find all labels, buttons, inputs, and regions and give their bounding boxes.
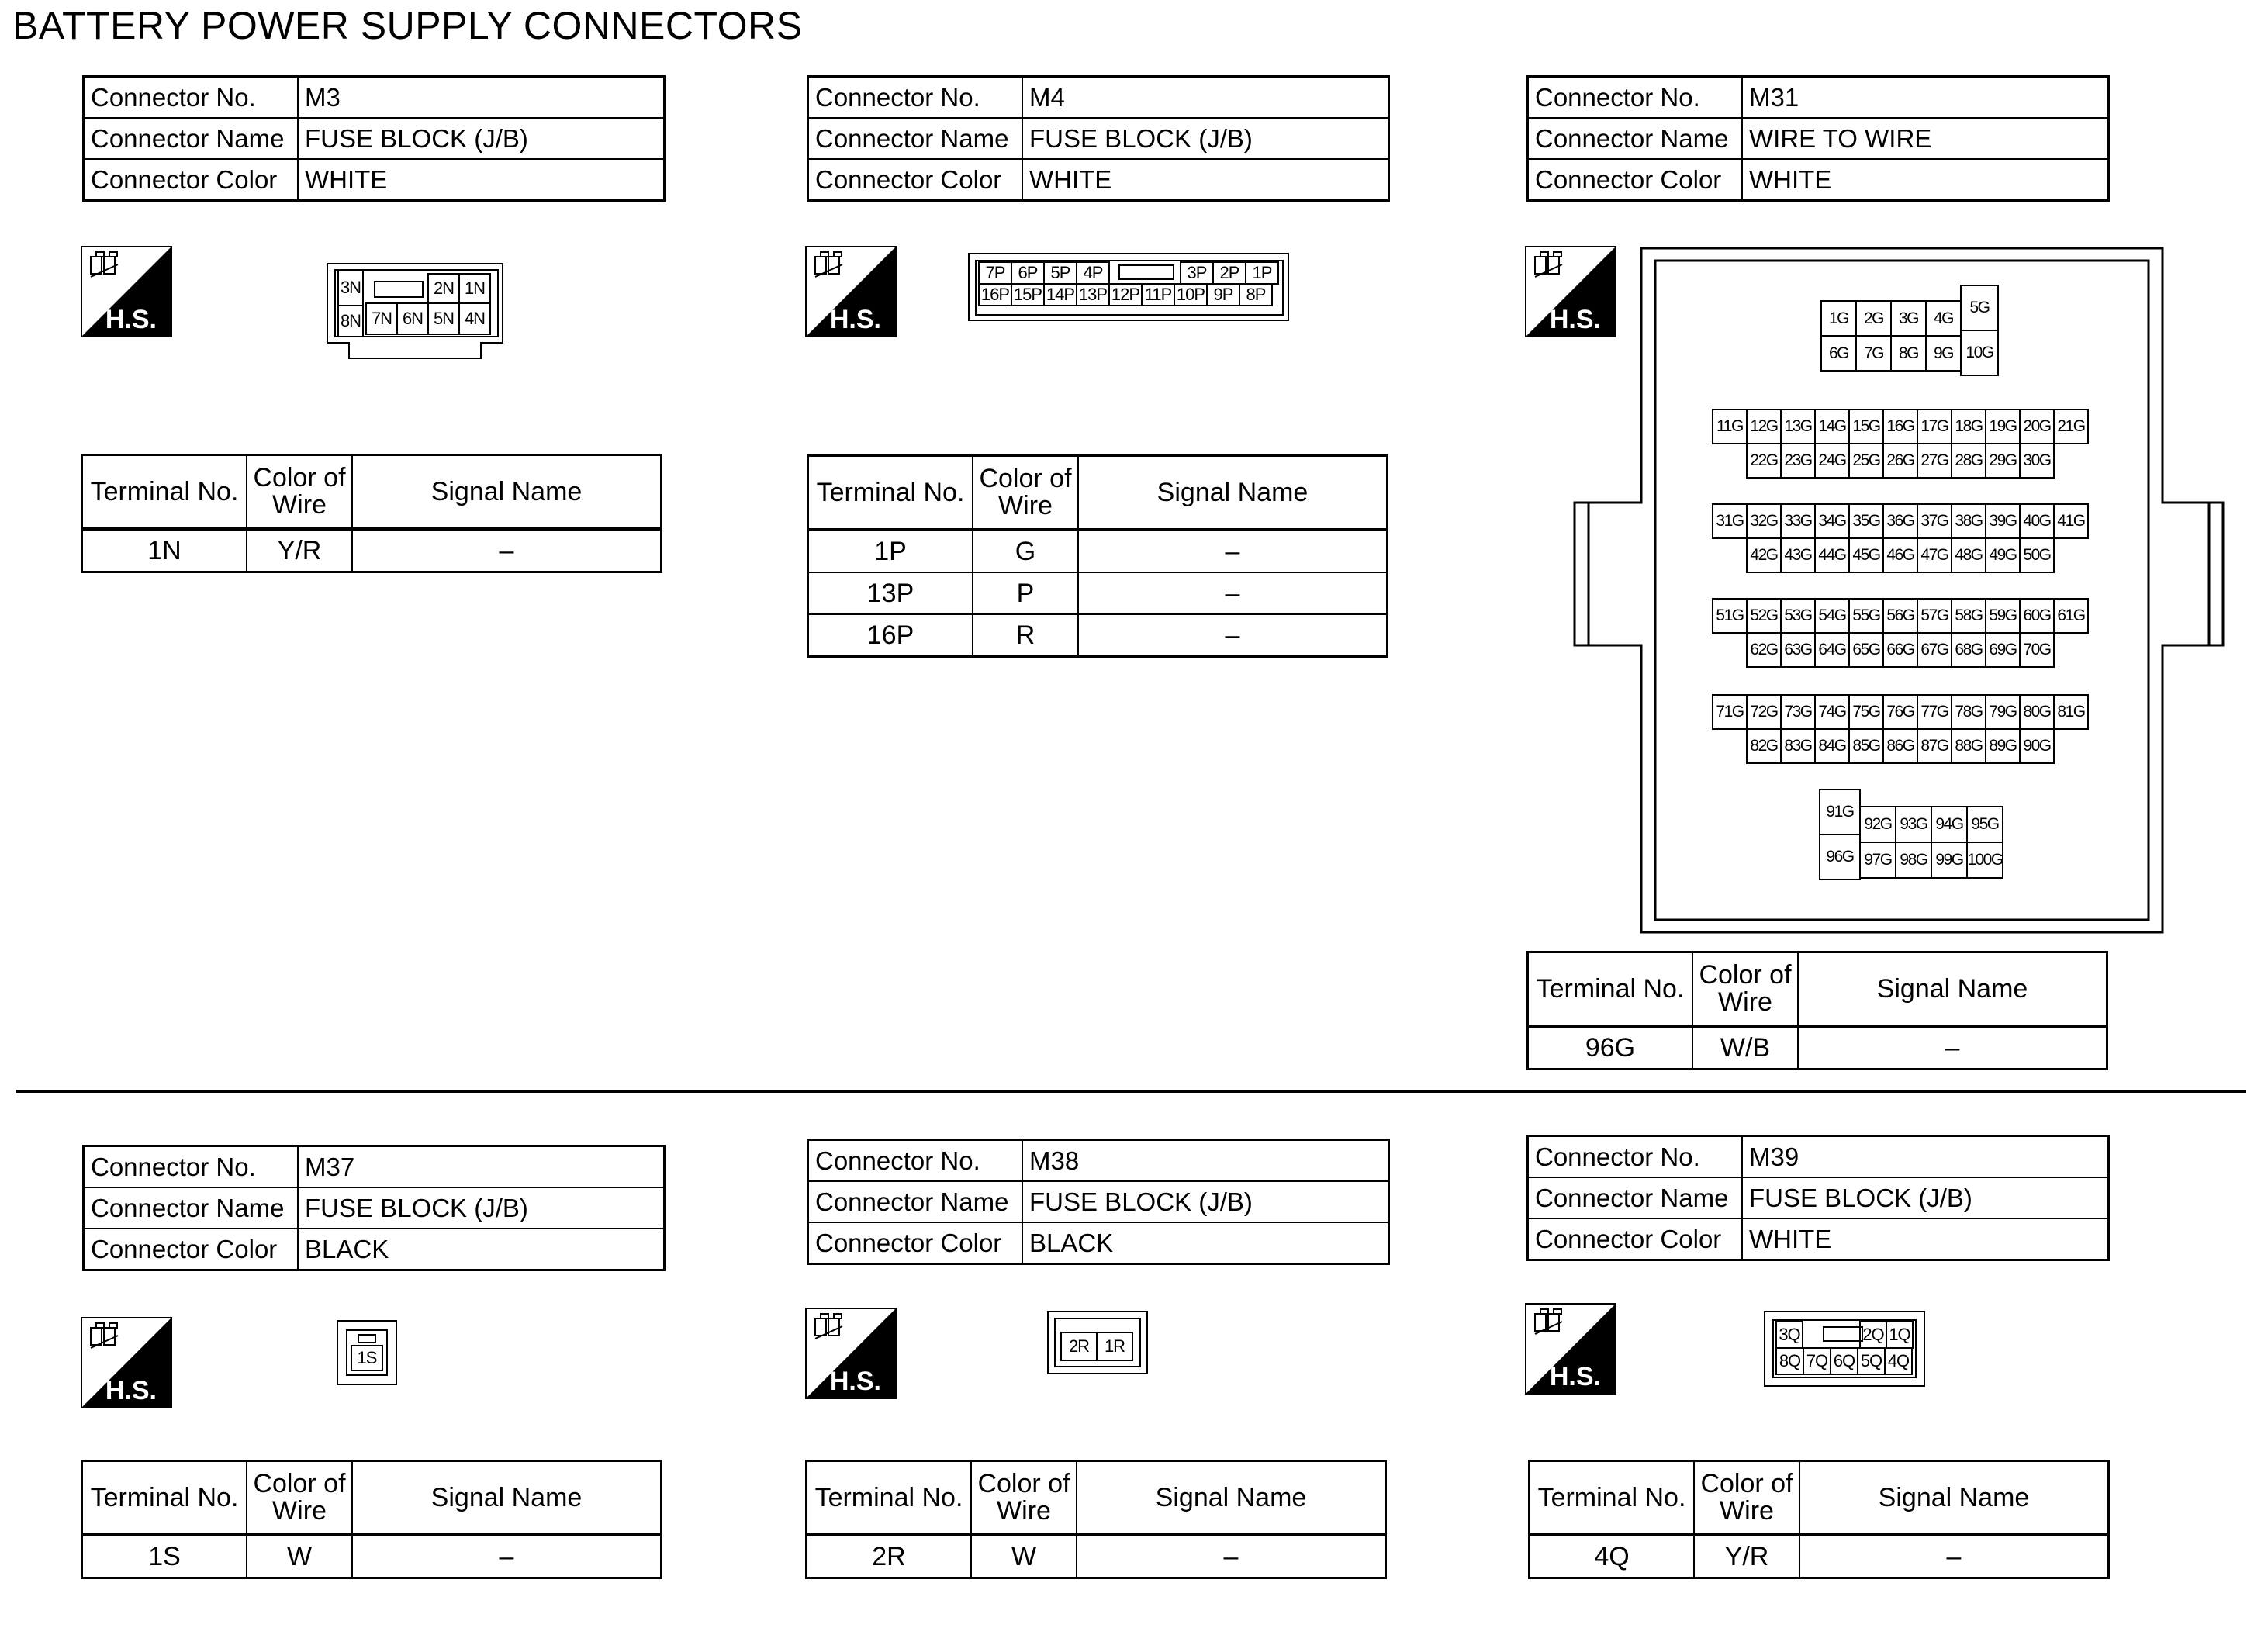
pin-label: 72G xyxy=(1750,703,1778,721)
pin-label: 31G xyxy=(1716,512,1744,530)
wire-color-header-line2: Wire xyxy=(272,1496,327,1526)
pin-label: 67G xyxy=(1920,641,1948,658)
connector-name-value: FUSE BLOCK (J/B) xyxy=(1022,118,1389,159)
table-row xyxy=(808,530,1388,572)
terminal-no-header: Terminal No. xyxy=(82,455,247,530)
pin-label: 1R xyxy=(1104,1336,1125,1356)
terminal-table-m39 xyxy=(1528,1460,2110,1579)
pin-label: 5G xyxy=(1969,299,1990,316)
pin-label: 54G xyxy=(1818,607,1846,624)
signal-name-header: Signal Name xyxy=(1078,456,1388,531)
wire-color-header xyxy=(971,1461,1077,1536)
wire-color: G xyxy=(973,530,1078,572)
wire-color-header xyxy=(247,1461,352,1536)
table-row xyxy=(82,529,662,572)
terminal-table-m4 xyxy=(807,454,1388,658)
pin-label: 8N xyxy=(340,311,361,330)
terminal-no-header: Terminal No. xyxy=(1528,952,1693,1027)
pin-label: 49G xyxy=(1989,546,2017,564)
pin-label: 90G xyxy=(2023,737,2051,755)
connector-no-value: M3 xyxy=(298,77,665,119)
terminal-no: 1P xyxy=(808,530,973,572)
hs-label: H.S. xyxy=(829,1367,881,1396)
pin-label: 26G xyxy=(1886,451,1914,469)
pin-label: 14P xyxy=(1046,285,1075,304)
pin-label: 70G xyxy=(2023,641,2051,658)
pin-label: 81G xyxy=(2057,703,2085,721)
pin-label: 10G xyxy=(1965,344,1993,361)
pin-label: 7P xyxy=(985,263,1005,282)
page-title: BATTERY POWER SUPPLY CONNECTORS xyxy=(12,4,803,47)
connector-no-value: M37 xyxy=(298,1146,665,1188)
pin-label: 38G xyxy=(1955,512,1983,530)
pin-label: 63G xyxy=(1784,641,1812,658)
pin-label: 71G xyxy=(1716,703,1744,721)
terminal-table-m38 xyxy=(805,1460,1387,1579)
pin-label: 78G xyxy=(1955,703,1983,721)
pin-label: 9P xyxy=(1213,285,1233,304)
pin-label: 6Q xyxy=(1833,1351,1855,1370)
table-row xyxy=(808,572,1388,614)
pin-label: 29G xyxy=(1989,451,2017,469)
connector-face-m37 xyxy=(337,1320,399,1387)
pin-label: 30G xyxy=(2023,451,2051,469)
pin-label: 2Q xyxy=(1862,1325,1884,1344)
pin-label: 28G xyxy=(1955,451,1983,469)
label-connector-color: Connector Color xyxy=(1528,159,1743,201)
pin-label: 5Q xyxy=(1860,1351,1882,1370)
pin-label: 20G xyxy=(2023,417,2051,435)
pin-label: 23G xyxy=(1784,451,1812,469)
label-connector-no: Connector No. xyxy=(1528,1136,1743,1178)
pin-label: 10P xyxy=(1176,285,1205,304)
pin-label: 7G xyxy=(1863,344,1883,362)
pin-label: 45G xyxy=(1852,546,1880,564)
label-connector-color: Connector Color xyxy=(808,1222,1023,1264)
wire-color-header xyxy=(1692,952,1798,1027)
pin-label: 43G xyxy=(1784,546,1812,564)
pin-label: 2N xyxy=(433,278,455,298)
pin-label: 73G xyxy=(1784,703,1812,721)
pin-label: 8P xyxy=(1246,285,1266,304)
pin-label: 4Q xyxy=(1887,1351,1910,1370)
wire-color-header-line1: Color of xyxy=(1699,960,1792,990)
signal-name: – xyxy=(1078,530,1388,572)
pin-label: 96G xyxy=(1826,848,1854,866)
pin-label: 2G xyxy=(1863,309,1883,327)
wire-color-header-line2: Wire xyxy=(272,490,327,520)
wire-color: Y/R xyxy=(1694,1535,1799,1578)
connector-info-m39 xyxy=(1526,1135,2110,1261)
wire-color-header xyxy=(973,456,1078,531)
terminal-no: 16P xyxy=(808,614,973,657)
pin-label: 5P xyxy=(1050,263,1070,282)
connector-no-value: M31 xyxy=(1742,77,2109,119)
terminal-no-header: Terminal No. xyxy=(807,1461,972,1536)
pin-label: 100G xyxy=(1967,851,2003,869)
pin-label: 21G xyxy=(2057,417,2085,435)
pin-label: 32G xyxy=(1750,512,1778,530)
pin-label: 36G xyxy=(1886,512,1914,530)
connector-info-m4 xyxy=(807,75,1390,202)
wire-color-header-line1: Color of xyxy=(1700,1469,1793,1498)
pin-label: 35G xyxy=(1852,512,1880,530)
wire-color: Y/R xyxy=(247,529,352,572)
pin-label: 55G xyxy=(1852,607,1880,624)
pin-label: 66G xyxy=(1886,641,1914,658)
pin-label: 2P xyxy=(1219,263,1239,282)
pin-label: 91G xyxy=(1826,803,1854,821)
pin-label: 13G xyxy=(1784,417,1812,435)
wire-color: W xyxy=(971,1535,1077,1578)
label-connector-name: Connector Name xyxy=(808,1181,1023,1222)
terminal-no-header: Terminal No. xyxy=(82,1461,247,1536)
terminal-no: 1S xyxy=(82,1535,247,1578)
pin-label: 93G xyxy=(1900,815,1927,833)
connector-face-m3 xyxy=(326,247,504,363)
pin-label: 99G xyxy=(1935,851,1963,869)
pin-label: 94G xyxy=(1935,815,1963,833)
connector-color-value: BLACK xyxy=(1022,1222,1389,1264)
pin-label: 95G xyxy=(1971,815,1999,833)
signal-name-header: Signal Name xyxy=(1798,952,2107,1027)
terminal-no: 13P xyxy=(808,572,973,614)
wire-color-header xyxy=(1694,1461,1799,1536)
pin-label: 42G xyxy=(1750,546,1778,564)
terminal-table-m31 xyxy=(1526,951,2108,1070)
label-connector-no: Connector No. xyxy=(808,1140,1023,1182)
pin-label: 7Q xyxy=(1806,1351,1828,1370)
connector-info-m31 xyxy=(1526,75,2110,202)
pin-label: 33G xyxy=(1784,512,1812,530)
label-connector-name: Connector Name xyxy=(1528,118,1743,159)
label-connector-no: Connector No. xyxy=(808,77,1023,119)
hs-icon xyxy=(805,1308,897,1399)
wire-color: W/B xyxy=(1692,1026,1798,1070)
table-row xyxy=(1528,1026,2107,1070)
label-connector-color: Connector Color xyxy=(84,159,299,201)
pin-label: 40G xyxy=(2023,512,2051,530)
pin-label: 52G xyxy=(1750,607,1778,624)
pin-label: 25G xyxy=(1852,451,1880,469)
pin-label: 88G xyxy=(1955,737,1983,755)
pin-label: 1P xyxy=(1252,263,1272,282)
hs-label: H.S. xyxy=(105,1376,157,1405)
connector-color-value: WHITE xyxy=(1742,1218,2109,1260)
wire-color: W xyxy=(247,1535,352,1578)
wire-color-header-line1: Color of xyxy=(253,463,346,492)
connector-name-value: FUSE BLOCK (J/B) xyxy=(298,118,665,159)
table-row xyxy=(82,1535,662,1578)
pin-label: 37G xyxy=(1920,512,1948,530)
signal-name-header: Signal Name xyxy=(352,455,662,530)
pin-label: 14G xyxy=(1818,417,1846,435)
connector-face-m31 xyxy=(1573,247,2226,934)
section-divider xyxy=(16,1090,2246,1093)
hs-icon xyxy=(805,246,897,337)
pin-label: 4G xyxy=(1933,309,1953,327)
label-connector-name: Connector Name xyxy=(808,118,1023,159)
terminal-no: 96G xyxy=(1528,1026,1693,1070)
connector-no-value: M38 xyxy=(1022,1140,1389,1182)
pin-label: 64G xyxy=(1818,641,1846,658)
pin-label: 58G xyxy=(1955,607,1983,624)
hs-label: H.S. xyxy=(105,305,157,334)
pin-label: 15P xyxy=(1013,285,1042,304)
connector-info-m38 xyxy=(807,1139,1390,1265)
pin-label: 16P xyxy=(980,285,1010,304)
pin-label: 69G xyxy=(1989,641,2017,658)
pin-label: 61G xyxy=(2057,607,2085,624)
wire-color-header-line2: Wire xyxy=(1720,1496,1774,1526)
pin-label: 86G xyxy=(1886,737,1914,755)
pin-label: 15G xyxy=(1852,417,1880,435)
pin-label: 50G xyxy=(2023,546,2051,564)
pin-label: 75G xyxy=(1852,703,1880,721)
signal-name-header: Signal Name xyxy=(352,1461,662,1536)
pin-label: 4N xyxy=(464,309,486,328)
pin-label: 57G xyxy=(1920,607,1948,624)
connector-face-m38 xyxy=(1047,1311,1150,1376)
pin-label: 65G xyxy=(1852,641,1880,658)
connector-face-m4 xyxy=(968,253,1291,323)
pin-label: 48G xyxy=(1955,546,1983,564)
pin-label: 13P xyxy=(1078,285,1108,304)
pin-label: 3P xyxy=(1187,263,1207,282)
wire-color-header-line1: Color of xyxy=(977,1469,1070,1498)
pin-label: 41G xyxy=(2057,512,2085,530)
pin-label: 44G xyxy=(1818,546,1846,564)
pin-label: 6N xyxy=(402,309,424,328)
pin-label: 79G xyxy=(1989,703,2017,721)
wire-color-header-line1: Color of xyxy=(253,1469,346,1498)
terminal-table-m3 xyxy=(81,454,662,573)
connector-name-value: FUSE BLOCK (J/B) xyxy=(298,1187,665,1229)
pin-label: 1S xyxy=(357,1348,377,1367)
connector-color-value: WHITE xyxy=(298,159,665,201)
connector-color-value: WHITE xyxy=(1742,159,2109,201)
pin-label: 77G xyxy=(1920,703,1948,721)
pin-label: 1N xyxy=(464,278,486,298)
pin-label: 39G xyxy=(1989,512,2017,530)
pin-label: 16G xyxy=(1886,417,1914,435)
pin-label: 3G xyxy=(1898,309,1918,327)
signal-name: – xyxy=(1799,1535,2109,1578)
connector-color-value: WHITE xyxy=(1022,159,1389,201)
pin-label: 60G xyxy=(2023,607,2051,624)
pin-label: 68G xyxy=(1955,641,1983,658)
pin-label: 83G xyxy=(1784,737,1812,755)
pin-label: 4P xyxy=(1083,263,1103,282)
pin-label: 46G xyxy=(1886,546,1914,564)
connector-color-value: BLACK xyxy=(298,1229,665,1270)
signal-name: – xyxy=(1078,614,1388,657)
label-connector-name: Connector Name xyxy=(84,1187,299,1229)
signal-name-header: Signal Name xyxy=(1799,1461,2109,1536)
connector-info-m37 xyxy=(82,1145,666,1271)
pin-label: 98G xyxy=(1900,851,1927,869)
pin-label: 1G xyxy=(1828,309,1848,327)
wire-color: P xyxy=(973,572,1078,614)
connector-no-value: M4 xyxy=(1022,77,1389,119)
hs-icon xyxy=(1525,1303,1616,1395)
pin-label: 82G xyxy=(1750,737,1778,755)
hs-icon xyxy=(81,246,172,337)
pin-label: 8G xyxy=(1898,344,1918,362)
pin-label: 62G xyxy=(1750,641,1778,658)
pin-label: 76G xyxy=(1886,703,1914,721)
wire-color-header-line2: Wire xyxy=(998,491,1053,520)
terminal-no-header: Terminal No. xyxy=(808,456,973,531)
wire-color-header-line1: Color of xyxy=(979,464,1072,493)
pin-label: 24G xyxy=(1818,451,1846,469)
label-connector-name: Connector Name xyxy=(84,118,299,159)
table-row xyxy=(807,1535,1386,1578)
pin-label: 34G xyxy=(1818,512,1846,530)
pin-label: 8Q xyxy=(1779,1351,1801,1370)
pin-label: 53G xyxy=(1784,607,1812,624)
wire-color: R xyxy=(973,614,1078,657)
terminal-no-header: Terminal No. xyxy=(1530,1461,1695,1536)
pin-label: 27G xyxy=(1920,451,1948,469)
signal-name: – xyxy=(1077,1535,1386,1578)
wire-color-header xyxy=(247,455,352,530)
pin-label: 74G xyxy=(1818,703,1846,721)
label-connector-color: Connector Color xyxy=(808,159,1023,201)
table-row xyxy=(808,614,1388,657)
label-connector-no: Connector No. xyxy=(84,1146,299,1188)
pin-label: 11P xyxy=(1144,285,1172,304)
pin-label: 5N xyxy=(433,309,455,328)
hs-label: H.S. xyxy=(829,305,881,334)
signal-name-header: Signal Name xyxy=(1077,1461,1386,1536)
pin-label: 3N xyxy=(340,278,361,297)
wire-color-header-line2: Wire xyxy=(1718,987,1772,1017)
signal-name: – xyxy=(352,1535,662,1578)
pin-label: 7N xyxy=(371,309,392,328)
wire-color-header-line2: Wire xyxy=(997,1496,1051,1526)
connector-name-value: FUSE BLOCK (J/B) xyxy=(1742,1177,2109,1218)
connector-no-value: M39 xyxy=(1742,1136,2109,1178)
label-connector-name: Connector Name xyxy=(1528,1177,1743,1218)
pin-label: 6P xyxy=(1018,263,1038,282)
connector-face-m39 xyxy=(1764,1311,1927,1388)
hs-icon xyxy=(81,1317,172,1408)
label-connector-color: Connector Color xyxy=(84,1229,299,1270)
pin-label: 80G xyxy=(2023,703,2051,721)
pin-label: 59G xyxy=(1989,607,2017,624)
connector-name-value: WIRE TO WIRE xyxy=(1742,118,2109,159)
connector-info-m3 xyxy=(82,75,666,202)
pin-label: 92G xyxy=(1864,815,1892,833)
label-connector-color: Connector Color xyxy=(1528,1218,1743,1260)
signal-name: – xyxy=(1078,572,1388,614)
pin-label: 6G xyxy=(1828,344,1848,362)
pin-label: 12G xyxy=(1750,417,1778,435)
hs-label: H.S. xyxy=(1549,1362,1601,1391)
pin-label: 97G xyxy=(1864,851,1892,869)
pin-label: 85G xyxy=(1852,737,1880,755)
table-row xyxy=(1530,1535,2109,1578)
pin-label: 1Q xyxy=(1889,1325,1910,1344)
pin-label: 12P xyxy=(1111,285,1140,304)
pin-label: 51G xyxy=(1716,607,1744,624)
signal-name: – xyxy=(1798,1026,2107,1070)
pin-label: 2R xyxy=(1068,1336,1090,1356)
pin-label: 3Q xyxy=(1779,1325,1800,1344)
pin-label: 19G xyxy=(1989,417,2017,435)
terminal-table-m37 xyxy=(81,1460,662,1579)
label-connector-no: Connector No. xyxy=(1528,77,1743,119)
hs-label: H.S. xyxy=(1549,305,1601,334)
pin-label: 87G xyxy=(1920,737,1948,755)
pin-label: 56G xyxy=(1886,607,1914,624)
signal-name: – xyxy=(352,529,662,572)
pin-label: 47G xyxy=(1920,546,1948,564)
terminal-no: 2R xyxy=(807,1535,972,1578)
pin-label: 9G xyxy=(1933,344,1953,362)
pin-label: 18G xyxy=(1955,417,1983,435)
label-connector-no: Connector No. xyxy=(84,77,299,119)
pin-label: 84G xyxy=(1818,737,1846,755)
pin-label: 11G xyxy=(1716,417,1743,435)
pin-label: 89G xyxy=(1989,737,2017,755)
pin-label: 17G xyxy=(1920,417,1948,435)
terminal-no: 4Q xyxy=(1530,1535,1695,1578)
terminal-no: 1N xyxy=(82,529,247,572)
connector-name-value: FUSE BLOCK (J/B) xyxy=(1022,1181,1389,1222)
pin-label: 22G xyxy=(1750,451,1778,469)
